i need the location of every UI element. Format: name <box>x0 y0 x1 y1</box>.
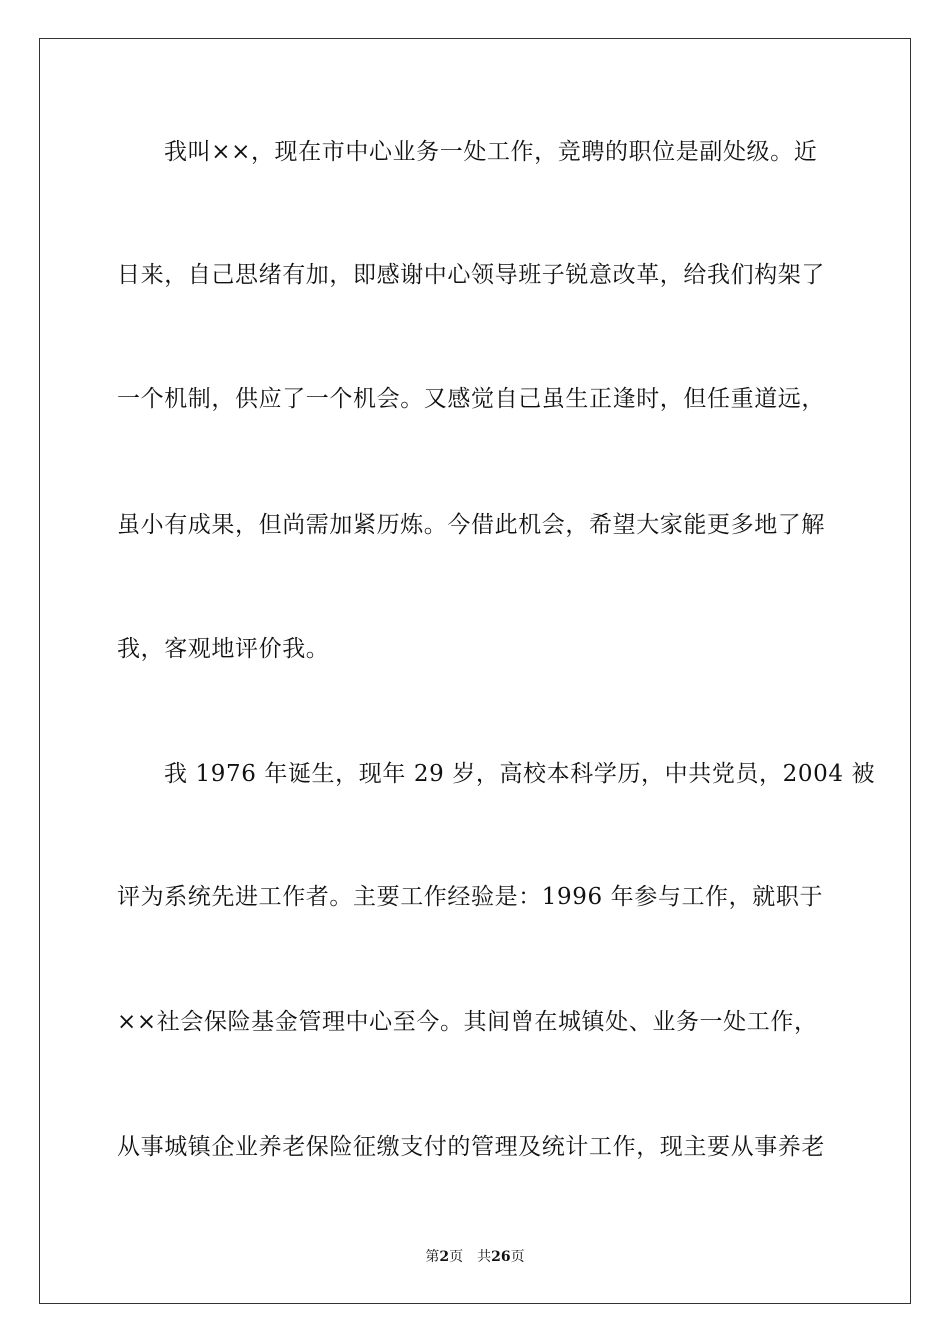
paragraph-2-line-1: 我 1976 年诞生，现年 29 岁，高校本科学历，中共党员，2004 被 <box>164 761 876 787</box>
paragraph-1-line-5: 我，客观地评价我。 <box>117 636 330 662</box>
total-page-number: 26 <box>491 1249 511 1265</box>
footer-page-suffix: 页 <box>449 1249 464 1265</box>
paragraph-2-line-3: ××社会保险基金管理中心至今。其间曾在城镇处、业务一处工作， <box>117 1009 818 1035</box>
page-footer <box>0 1248 950 1266</box>
paragraph-1-line-3: 一个机制，供应了一个机会。又感觉自己虽生正逢时，但任重道远， <box>117 386 825 412</box>
footer-total-suffix: 页 <box>510 1249 525 1265</box>
paragraph-1-line-4: 虽小有成果，但尚需加紧历炼。今借此机会，希望大家能更多地了解 <box>117 512 825 538</box>
paragraph-2-line-4: 从事城镇企业养老保险征缴支付的管理及统计工作，现主要从事养老 <box>117 1134 825 1160</box>
current-page-number: 2 <box>439 1249 450 1265</box>
footer-prefix: 第 <box>425 1249 440 1265</box>
paragraph-1-line-1: 我叫××，现在市中心业务一处工作，竞聘的职位是副处级。近 <box>164 139 818 165</box>
paragraph-2-line-2: 评为系统先进工作者。主要工作经验是：1996 年参与工作，就职于 <box>117 884 824 910</box>
page-border <box>39 38 911 1304</box>
footer-total-prefix: 共 <box>477 1249 492 1265</box>
paragraph-1-line-2: 日来，自己思绪有加，即感谢中心领导班子锐意改革，给我们构架了 <box>117 262 825 288</box>
